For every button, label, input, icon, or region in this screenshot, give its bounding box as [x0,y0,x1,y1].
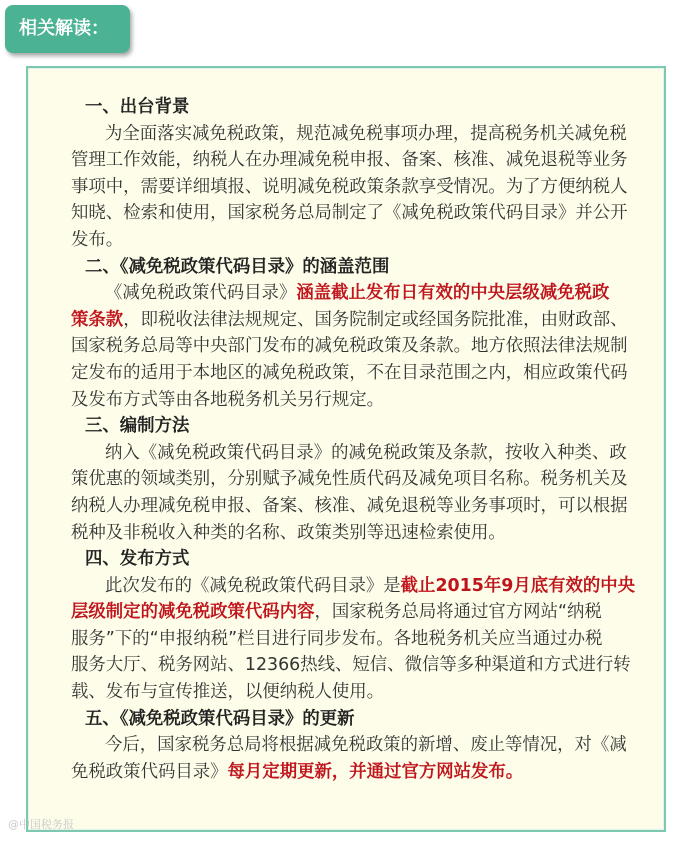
watermark: @中国税务报 [8,818,74,831]
content-box [26,66,666,832]
section-4-title: 四、发布方式 [85,549,190,570]
section-2-title: 二、《减免税政策代码目录》的涵盖范围 [85,256,390,277]
section-4-line [105,573,646,600]
section-3-line: 纳税人办理减免税申报、备案、核准、减免退税等业务事项时，可以根据 [71,495,628,516]
text-run: 《减免税政策代码目录》 [105,283,297,304]
highlight-text: 策条款 [71,309,124,330]
section-5-line [71,759,646,786]
section-tag [5,5,130,53]
text-run: ，国家税务总局将通过官方网站“纳税 [314,602,602,623]
section-3-line: 税种及非税收入种类的名称、政策类别等迅速检索使用。 [71,522,506,543]
highlight-text: 涵盖截止发布日有效的中央层级减免税政 [296,283,610,304]
section-1-line: 为全面落实减免税政策，规范减免税事项办理，提高税务机关减免税 [105,123,627,144]
text-run: 免税政策代码目录》 [71,761,228,782]
text-run: ，即税收法律法规规定、国务院制定或经国务院批准，由财政部、 [123,309,628,330]
section-5-line: 今后，国家税务总局将根据减免税政策的新增、废止等情况，对《减 [105,735,627,756]
section-tag-label: 相关解读： [19,18,109,39]
section-2-line: 及发布方式等由各地税务机关另行规定。 [71,389,385,410]
section-1-title: 一、出台背景 [85,97,190,117]
section-1-line: 发布。 [71,229,124,250]
section-4-line [71,599,646,626]
section-4-line: 载、发布与宣传推送，以便纳税人使用。 [71,682,385,703]
section-1-line: 事项中，需要详细填报、说明减免税政策条款享受情况。为了方便纳税人 [71,176,628,197]
section-1-line: 管理工作效能，纳税人在办理减免税申报、备案、核准、减免退税等业务 [71,150,628,171]
highlight-text: 每月定期更新，并通过官方网站发布。 [227,761,524,782]
section-3-line: 策优惠的领域类别，分别赋予减免性质代码及减免项目名称。税务机关及 [71,469,628,490]
section-5-title: 五、《减免税政策代码目录》的更新 [85,708,355,729]
highlight-text: 截止2015年9月底有效的中央 [400,575,636,596]
section-4-line: 服务”下的“申报纳税”栏目进行同步发布。各地税务机关应当通过办税 [71,628,603,649]
section-2-line [105,280,646,307]
section-1-line: 知晓、检索和使用，国家税务总局制定了《减免税政策代码目录》并公开 [71,203,628,224]
highlight-text: 层级制定的减免税政策代码内容 [71,602,315,623]
section-2-line [71,307,646,334]
section-3-line: 纳入《减免税政策代码目录》的减免税政策及条款，按收入种类、政 [105,442,627,463]
section-4-line: 服务大厅、税务网站、12366热线、短信、微信等多种渠道和方式进行转 [71,655,631,676]
section-2-line: 国家税务总局等中央部门发布的减免税政策及条款。地方依照法律法规制 [71,336,628,357]
section-3-title: 三、编制方法 [85,416,190,437]
text-run: 此次发布的《减免税政策代码目录》是 [105,575,401,596]
section-2-line: 定发布的适用于本地区的减免税政策，不在目录范围之内，相应政策代码 [71,362,628,383]
